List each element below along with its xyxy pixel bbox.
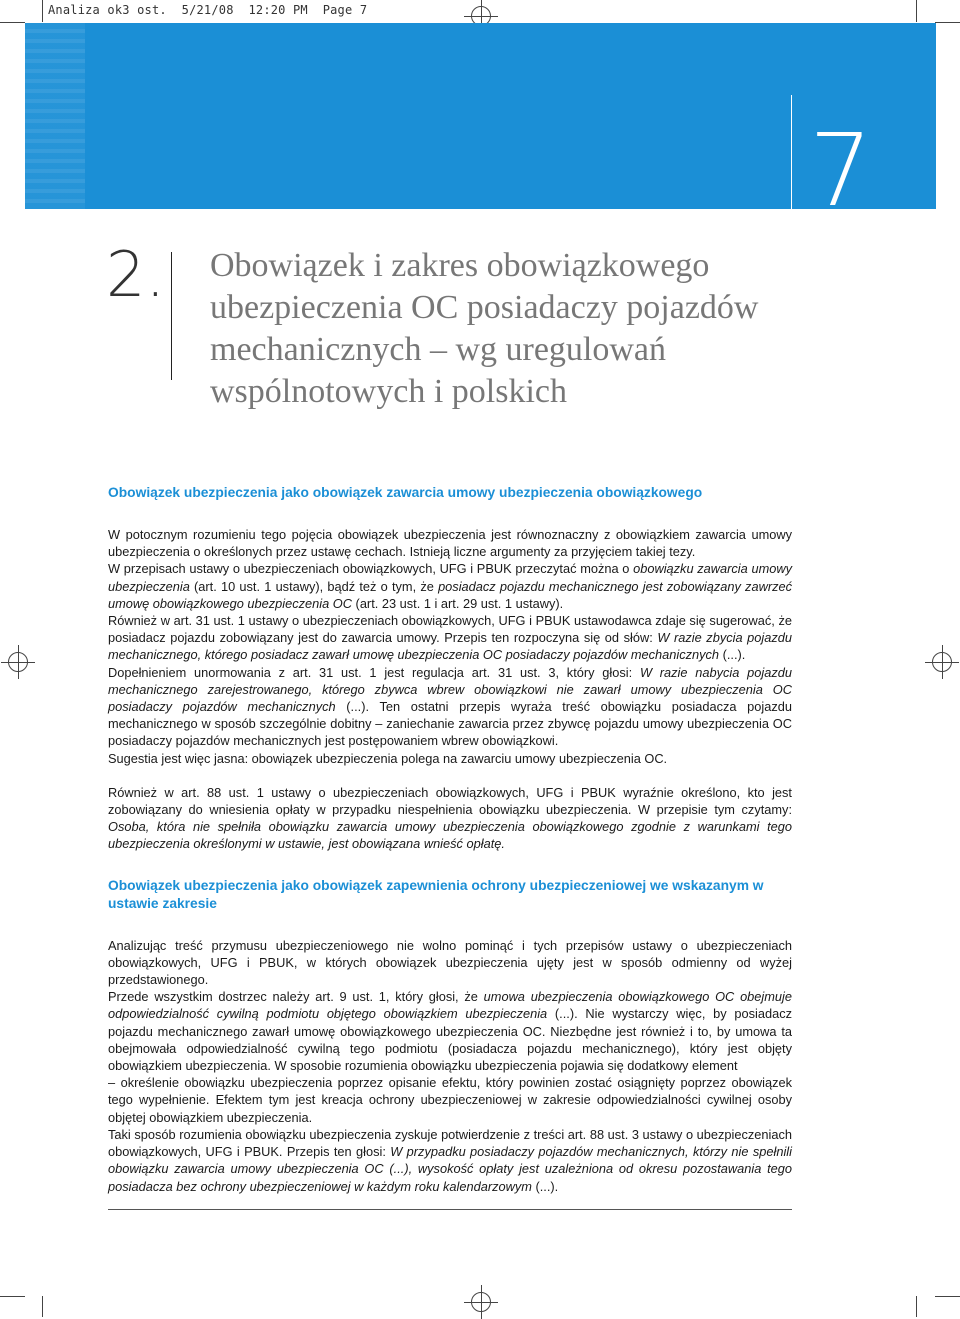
paragraph: Również w art. 88 ust. 1 ustawy o ubezpieczeniach obowiązkowych, UFG i PBUK wyraźnie określono, kto jest zobowiązany do wniesienia opłaty w przypadku niespełnienia obowiązku ubezpieczenia. W przepisie tym czytamy: Osoba, która nie spełniła obowiązku zawarcia umowy ubezpieczenia obowiązkowego zgodnie z warunkami tego ubezpieczenia określonymi w ustawie, jest obowiązana wnieść opłatę. <box>108 784 792 852</box>
registration-mark-icon <box>932 652 952 672</box>
crop-mark <box>42 1296 43 1317</box>
chapter-title-line: mechanicznych – wg uregulowań <box>210 331 666 368</box>
page-number: 7 <box>809 112 873 209</box>
paragraph: W potocznym rozumieniu tego pojęcia obowiązek ubezpieczenia jest równoznaczny z obowiązkiem zawarcia umowy ubezpieczenia o określonych przez ustawę cechach. Istnieją liczne argumenty za przyjęciem takiej tezy. <box>108 527 792 560</box>
footer-rule <box>108 1209 792 1210</box>
registration-mark-icon <box>8 652 28 672</box>
paragraph: – określenie obowiązku ubezpieczenia poprzez opisanie efektu, który powinien zostać osiągnięty poprzez obowiązek tego wypełnienie. Efektem tym jest kreacja ochrony ubezpieczeniowej w zakresie odpowiedzialności cywilnej osoby objętej obowiązkiem ubezpieczenia. <box>108 1075 792 1125</box>
paragraph: Również w art. 31 ust. 1 ustawy o ubezpieczeniach obowiązkowych, UFG i PBUK ustawodawca zdaje się sugerować, że posiadacz pojazdu zobowiązany jest do zawarcia umowy. Przepis ten rozpoczyna się od słów: W razie zbycia pojazdu mechanicznego, którego posiadacz zawarł umowę ubezpieczenia OC posiadaczy pojazdów mechanicznych (...). <box>108 613 792 663</box>
paragraph: Przede wszystkim dostrzec należy art. 9 ust. 1, który głosi, że umowa ubezpieczenia obowiązkowego OC obejmuje odpowiedzialność cywilną podmiotu objętego obowiązkiem ubezpieczenia (...). Nie wystarczy więc, by posiadacz pojazdu mechanicznego zawarł umowę obowiązkowego ubezpieczenia OC. Niezbędne jest również i to, by umowa ta obejmowała odpowiedzialność cywilną tego podmiotu (posiadacza pojazdu mechanicznego), który jest objęty obowiązkiem ubezpieczenia. W sposobie rozumienia obowiązku ubezpieczenia pojawia się dodatkowy element <box>108 989 792 1074</box>
registration-mark-icon <box>471 1292 491 1312</box>
section-heading: Obowiązek ubezpieczenia jako obowiązek zawarcia umowy ubezpieczenia obowiązkowego <box>108 485 703 500</box>
header-banner <box>25 23 936 209</box>
crop-mark <box>935 1296 960 1297</box>
crop-mark <box>916 0 917 22</box>
paragraph: Sugestia jest więc jasna: obowiązek ubezpieczenia polega na zawarciu umowy ubezpieczenia OC. <box>108 750 668 766</box>
crop-mark <box>0 22 25 23</box>
chapter-title-line: Obowiązek i zakres obowiązkowego <box>210 247 710 284</box>
paragraph: Analizując treść przymusu ubezpieczeniowego nie wolno pominąć i tych przepisów ustawy o ubezpieczeniach obowiązkowych, UFG i PBUK, w których obowiązek ubezpieczenia ujęty jest w sposób odmienny od wyżej przedstawionego. <box>108 937 792 988</box>
body-content <box>108 484 792 1195</box>
chapter-number: 2. <box>106 238 166 311</box>
chapter-title <box>210 245 850 413</box>
crop-mark <box>42 0 43 22</box>
crop-mark <box>935 22 960 23</box>
paragraph: W przepisach ustawy o ubezpieczeniach obowiązkowych, UFG i PBUK przeczytać można o obowiązku zawarcia umowy ubezpieczenia (art. 10 ust. 1 ustawy), bądź też o tym, że posiadacz pojazdu mechanicznego jest zobowiązany zawrzeć umowę obowiązkowego ubezpieczenia OC (art. 23 ust. 1 i art. 29 ust. 1 ustawy). <box>108 561 792 611</box>
chapter-divider <box>171 252 172 380</box>
paragraph: Dopełnieniem unormowania z art. 31 ust. 1 jest regulacja art. 31 ust. 3, który głosi: W razie nabycia pojazdu mechanicznego zarejestrowanego, którego zbywca wbrew obowiązkowi nie zawarł umowy ubezpieczenia OC posiadaczy pojazdów mechanicznych (...). Ten ostatni przepis wyraża treść obowiązku posiadacza pojazdu mechanicznego w sposób szczególnie dobitny – zaniechanie zawarcia przez zbywcę pojazdu umowy ubezpieczenia OC posiadaczy pojazdów mechanicznych jest postępowaniem wbrew obowiązkowi. <box>108 664 792 749</box>
crop-mark <box>916 1296 917 1317</box>
paragraph: Taki sposób rozumienia obowiązku ubezpieczenia zyskuje potwierdzenie z treści art. 88 ust. 3 ustawy o ubezpieczeniach obowiązkowych, UFG i PBUK. Przepis ten głosi: W przypadku posiadaczy pojazdów mechanicznych, którzy nie spełnili obowiązku zawarcia umowy ubezpieczenia OC (...), wysokość opłaty jest uzależniona od okresu pozostawania tego posiadacza bez ochrony ubezpieczeniowej w każdym roku kalendarzowym (...). <box>108 1126 792 1194</box>
chapter-title-line: wspólnotowych i polskich <box>210 373 567 410</box>
print-slug: Analiza ok3 ost. 5/21/08 12:20 PM Page 7 <box>48 3 368 17</box>
banner-texture <box>25 23 85 209</box>
chapter-title-line: ubezpieczenia OC posiadaczy pojazdów <box>210 289 759 326</box>
section-heading: Obowiązek ubezpieczenia jako obowiązek zapewnienia ochrony ubezpieczeniowej we wskazanym w ustawie zakresie <box>108 877 764 911</box>
banner-divider <box>791 95 792 209</box>
crop-mark <box>0 1296 25 1297</box>
